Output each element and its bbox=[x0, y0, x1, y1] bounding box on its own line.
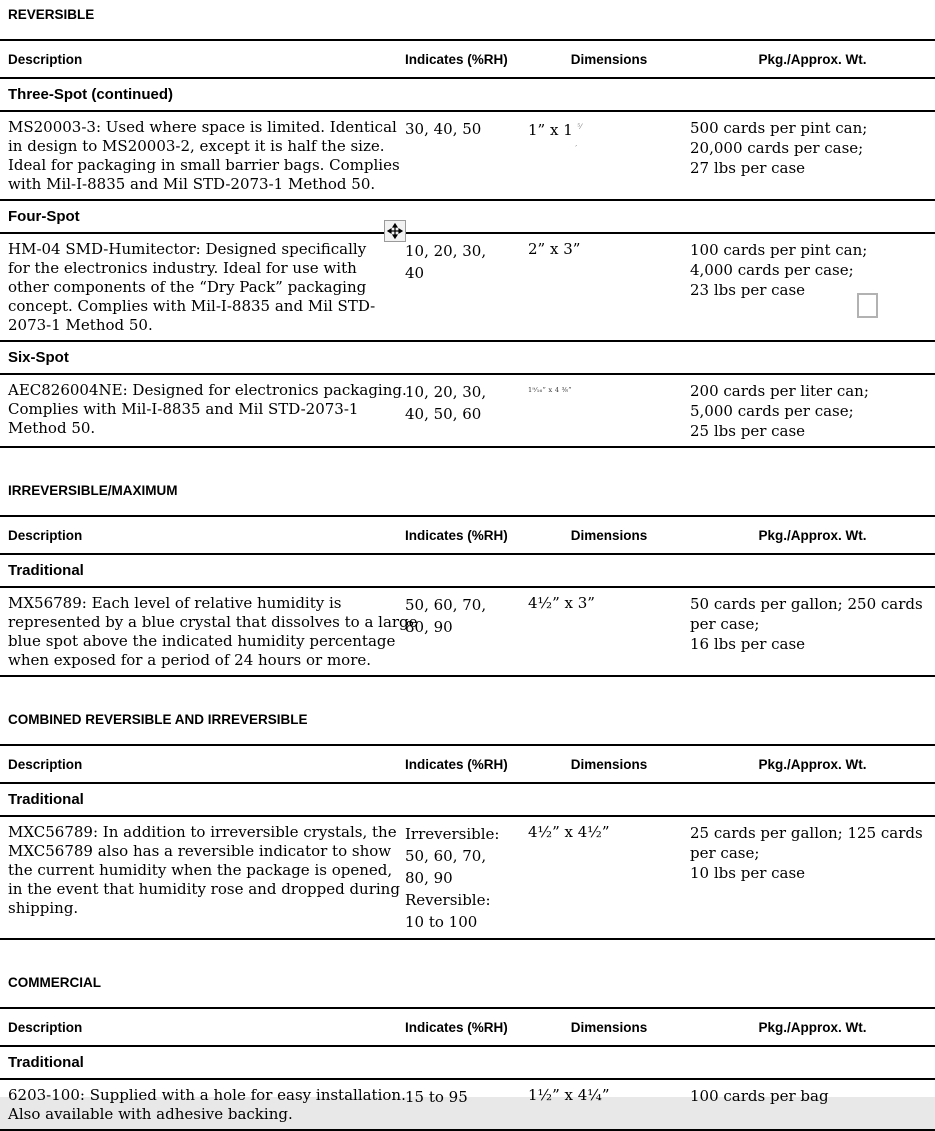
packaging-cell bbox=[690, 381, 935, 441]
section-title: COMMERCIAL bbox=[8, 975, 101, 990]
indicates-line: 10, 20, 30, bbox=[405, 242, 487, 260]
description-line: with Mil-I-8835 and Mil STD-2073-1 Method 50. bbox=[8, 175, 376, 193]
indicates-line: 10 to 100 bbox=[405, 913, 478, 931]
dimensions-line bbox=[528, 594, 690, 613]
dimensions-cell bbox=[528, 381, 690, 441]
horizontal-rule bbox=[0, 938, 935, 940]
description-line: Ideal for packaging in small barrier bags. Complies bbox=[8, 156, 400, 174]
description-line: when exposed for a period of 24 hours or more. bbox=[8, 651, 372, 669]
description-line: Complies with Mil-I-8835 and Mil STD-2073-1 bbox=[8, 400, 359, 418]
table-header-row bbox=[0, 41, 935, 77]
column-header-description: Description bbox=[8, 756, 83, 772]
description-line: Method 50. bbox=[8, 419, 96, 437]
horizontal-rule bbox=[0, 446, 935, 448]
description-cell bbox=[0, 240, 397, 335]
packaging-line: 200 cards per liter can; bbox=[690, 382, 869, 400]
dimensions-line bbox=[528, 823, 690, 842]
horizontal-rule bbox=[0, 675, 935, 677]
description-line: AEC826004NE: Designed for electronics packaging. bbox=[8, 381, 407, 399]
column-header-pkg: Pkg./Approx. Wt. bbox=[758, 527, 867, 543]
description-cell bbox=[0, 823, 400, 933]
section-title: IRREVERSIBLE/MAXIMUM bbox=[8, 483, 178, 498]
dimensions-line bbox=[528, 140, 690, 162]
description-line: 2073-1 Method 50. bbox=[8, 316, 153, 334]
description-line: the current humidity when the package is opened, bbox=[8, 861, 393, 879]
packaging-line: 10 lbs per case bbox=[690, 864, 806, 882]
dimension-text: 1” x 1 bbox=[528, 121, 578, 139]
indicates-line: 50, 60, 70, bbox=[405, 596, 487, 614]
dimensions-line bbox=[528, 118, 690, 140]
dimension-text: 4½” x 4½” bbox=[528, 823, 610, 841]
column-header-indicates: Indicates (%RH) bbox=[405, 756, 508, 772]
four-arrows-move-icon bbox=[388, 224, 402, 238]
indicates-line: 80, 90 bbox=[405, 869, 453, 887]
description-line: for the electronics industry. Ideal for use with bbox=[8, 259, 357, 277]
product-row bbox=[0, 1080, 935, 1129]
packaging-line: per case; bbox=[690, 844, 760, 862]
description-line: in design to MS20003-2, except it is half the size. bbox=[8, 137, 385, 155]
column-header-dimensions: Dimensions bbox=[570, 527, 648, 543]
packaging-line: per case; bbox=[690, 615, 760, 633]
product-row bbox=[0, 588, 935, 675]
dimension-text: ⁵⁄ bbox=[577, 123, 582, 131]
description-cell bbox=[0, 118, 400, 194]
description-line: concept. Complies with Mil-I-8835 and Mil STD- bbox=[8, 297, 376, 315]
section-title: REVERSIBLE bbox=[8, 7, 95, 22]
group-label: Traditional bbox=[8, 1054, 84, 1071]
indicates-cell bbox=[397, 594, 528, 670]
product-section bbox=[0, 968, 935, 1131]
packaging-line: 50 cards per gallon; 250 cards bbox=[690, 595, 923, 613]
empty-placeholder-box bbox=[857, 293, 878, 318]
dimensions-line bbox=[528, 381, 690, 401]
packaging-cell bbox=[690, 240, 935, 335]
product-row bbox=[0, 234, 935, 340]
column-header-dimensions: Dimensions bbox=[570, 1019, 648, 1035]
indicates-line: 15 to 95 bbox=[405, 1088, 468, 1106]
packaging-cell bbox=[690, 118, 935, 194]
indicates-line: 30, 40, 50 bbox=[405, 120, 482, 138]
group-label: Three-Spot (continued) bbox=[8, 86, 173, 103]
packaging-line: 100 cards per pint can; bbox=[690, 241, 868, 259]
indicates-line: 50, 60, 70, bbox=[405, 847, 487, 865]
description-line: 6203-100: Supplied with a hole for easy installation. bbox=[8, 1086, 406, 1104]
group-label: Four-Spot bbox=[8, 208, 80, 225]
indicates-line: 40 bbox=[405, 264, 425, 282]
column-header-indicates: Indicates (%RH) bbox=[405, 51, 508, 67]
packaging-line: 25 lbs per case bbox=[690, 422, 806, 440]
description-line: Also available with adhesive backing. bbox=[8, 1105, 293, 1123]
column-header-dimensions: Dimensions bbox=[570, 756, 648, 772]
column-header-description: Description bbox=[8, 527, 83, 543]
table-header-row bbox=[0, 1009, 935, 1045]
product-section bbox=[0, 705, 935, 940]
packaging-line: 100 cards per bag bbox=[690, 1087, 829, 1105]
indicates-line: 40, 50, 60 bbox=[405, 405, 482, 423]
indicates-line: 10, 20, 30, bbox=[405, 383, 487, 401]
packaging-cell bbox=[690, 594, 935, 670]
dimensions-line bbox=[528, 1086, 690, 1105]
dimension-text: 1⁹⁄₁₆” x 4 ⅜” bbox=[528, 386, 572, 394]
column-header-pkg: Pkg./Approx. Wt. bbox=[758, 756, 867, 772]
indicates-line: 80, 90 bbox=[405, 618, 453, 636]
table-header-row bbox=[0, 746, 935, 782]
column-header-pkg: Pkg./Approx. Wt. bbox=[758, 51, 867, 67]
indicates-line: Reversible: bbox=[405, 891, 491, 909]
group-label: Six-Spot bbox=[8, 349, 69, 366]
dimensions-line bbox=[528, 240, 690, 259]
dimensions-cell bbox=[528, 240, 690, 335]
dimension-text: 1½” x 4¼” bbox=[528, 1086, 610, 1104]
description-line: other components of the “Dry Pack” packaging bbox=[8, 278, 367, 296]
packaging-cell bbox=[690, 1086, 935, 1124]
description-line: MX56789: Each level of relative humidity is bbox=[8, 594, 342, 612]
table-header-row bbox=[0, 517, 935, 553]
dimension-text: ˊ bbox=[574, 145, 578, 153]
packaging-line: 20,000 cards per case; bbox=[690, 139, 864, 157]
product-row bbox=[0, 112, 935, 199]
section-title: COMBINED REVERSIBLE AND IRREVERSIBLE bbox=[8, 712, 308, 727]
description-line: blue spot above the indicated humidity percentage bbox=[8, 632, 396, 650]
column-header-description: Description bbox=[8, 51, 83, 67]
group-label: Traditional bbox=[8, 562, 84, 579]
description-line: MXC56789 also has a reversible indicator to show bbox=[8, 842, 392, 860]
column-header-dimensions: Dimensions bbox=[570, 51, 648, 67]
indicates-cell bbox=[397, 1086, 528, 1124]
indicates-cell bbox=[397, 240, 528, 335]
packaging-line: 16 lbs per case bbox=[690, 635, 806, 653]
description-cell bbox=[0, 1086, 406, 1124]
description-line: represented by a blue crystal that dissolves to a large bbox=[8, 613, 418, 631]
group-label: Traditional bbox=[8, 791, 84, 808]
dimensions-cell bbox=[528, 118, 690, 194]
indicates-cell bbox=[397, 381, 528, 441]
description-line: shipping. bbox=[8, 899, 79, 917]
packaging-line: 23 lbs per case bbox=[690, 281, 806, 299]
dimension-text: 2” x 3” bbox=[528, 240, 581, 258]
description-line: MXC56789: In addition to irreversible crystals, the bbox=[8, 823, 397, 841]
packaging-line: 500 cards per pint can; bbox=[690, 119, 868, 137]
column-header-pkg: Pkg./Approx. Wt. bbox=[758, 1019, 867, 1035]
product-row bbox=[0, 375, 935, 446]
dimensions-cell bbox=[528, 1086, 690, 1124]
dimensions-cell bbox=[528, 823, 690, 933]
description-line: MS20003-3: Used where space is limited. Identical bbox=[8, 118, 397, 136]
description-cell bbox=[0, 594, 418, 670]
column-header-indicates: Indicates (%RH) bbox=[405, 527, 508, 543]
packaging-cell bbox=[690, 823, 935, 933]
indicates-cell bbox=[397, 118, 528, 194]
column-header-indicates: Indicates (%RH) bbox=[405, 1019, 508, 1035]
dimension-text: 4½” x 3” bbox=[528, 594, 595, 612]
product-section bbox=[0, 476, 935, 677]
indicates-line: Irreversible: bbox=[405, 825, 500, 843]
indicates-cell bbox=[397, 823, 528, 933]
table-move-handle-icon[interactable] bbox=[384, 220, 406, 242]
column-header-description: Description bbox=[8, 1019, 83, 1035]
packaging-line: 5,000 cards per case; bbox=[690, 402, 854, 420]
packaging-line: 25 cards per gallon; 125 cards bbox=[690, 824, 923, 842]
packaging-line: 27 lbs per case bbox=[690, 159, 806, 177]
description-line: in the event that humidity rose and dropped during bbox=[8, 880, 400, 898]
packaging-line: 4,000 cards per case; bbox=[690, 261, 854, 279]
product-section bbox=[0, 0, 935, 448]
description-cell bbox=[0, 381, 407, 441]
dimensions-cell bbox=[528, 594, 690, 670]
description-line: HM-04 SMD-Humitector: Designed specifically bbox=[8, 240, 367, 258]
product-row bbox=[0, 817, 935, 938]
